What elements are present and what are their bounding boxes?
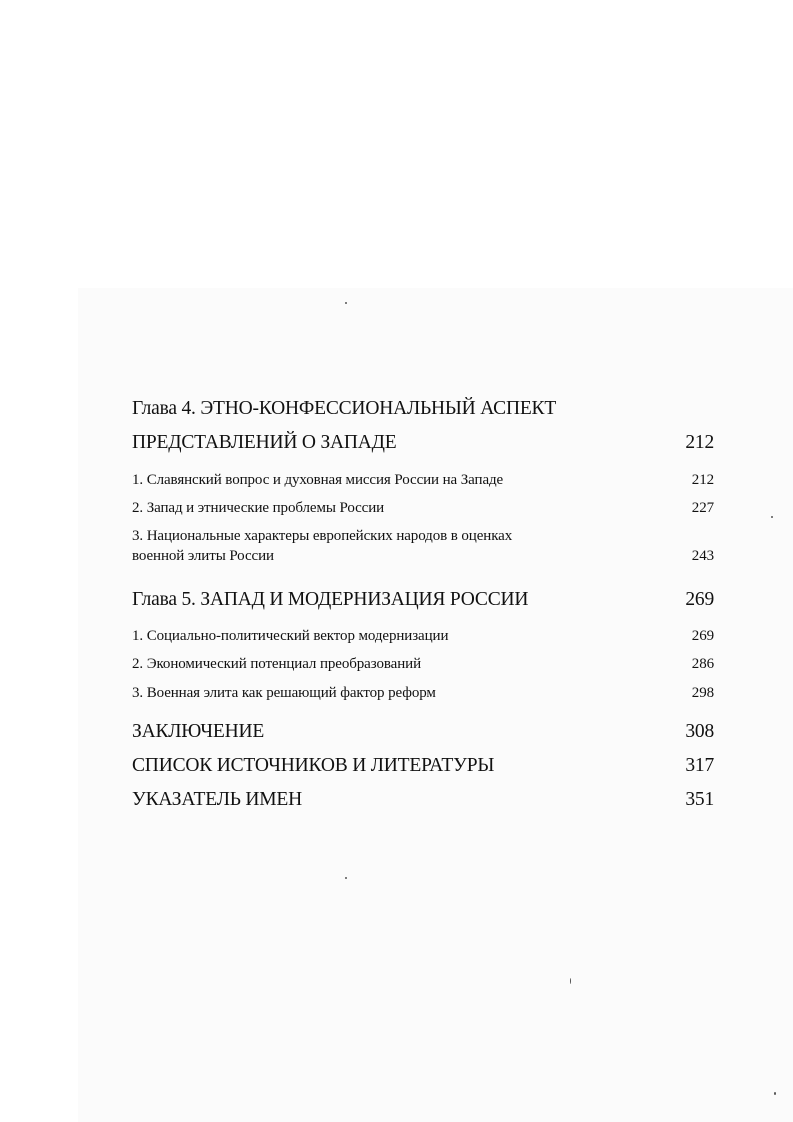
chapter-5-entry	[132, 589, 714, 613]
section-page: 269	[691, 628, 714, 644]
chapter-4-title: Глава 4. ЭТНО-КОНФЕССИОНАЛЬНЫЙ АСПЕКТ	[132, 398, 557, 419]
section-title: 1. Славянский вопрос и духовная миссия России на Западе	[132, 472, 504, 488]
scan-speck	[771, 516, 773, 518]
sources-page: 317	[685, 755, 714, 776]
section-5-1-entry	[132, 628, 714, 648]
chapter-4-title-continued: ПРЕДСТАВЛЕНИЙ О ЗАПАДЕ	[132, 432, 397, 453]
section-4-1-entry	[132, 472, 714, 492]
section-page: 212	[691, 472, 714, 488]
section-title-continued: военной элиты России	[132, 548, 274, 564]
section-page: 286	[691, 656, 714, 672]
section-5-2-entry	[132, 656, 714, 676]
scan-speck	[345, 877, 347, 879]
conclusion-page: 308	[685, 721, 714, 742]
section-title: 3. Военная элита как решающий фактор реформ	[132, 685, 436, 701]
section-title: 3. Национальные характеры европейских народов в оценках	[132, 528, 513, 544]
index-title: УКАЗАТЕЛЬ ИМЕН	[132, 789, 303, 810]
chapter-4-title-line-1	[132, 398, 714, 422]
scan-speck	[345, 302, 347, 304]
chapter-4-page: 212	[685, 432, 714, 453]
section-4-3-line-1	[132, 528, 714, 548]
section-page: 243	[691, 548, 714, 564]
index-entry	[132, 789, 714, 813]
sources-entry	[132, 755, 714, 779]
scan-speck	[774, 1092, 776, 1095]
conclusion-title: ЗАКЛЮЧЕНИЕ	[132, 721, 265, 742]
scan-speck	[570, 978, 571, 984]
conclusion-entry	[132, 721, 714, 745]
sources-title: СПИСОК ИСТОЧНИКОВ И ЛИТЕРАТУРЫ	[132, 755, 495, 776]
section-title: 2. Экономический потенциал преобразований	[132, 656, 422, 672]
section-4-2-entry	[132, 500, 714, 520]
index-page: 351	[685, 789, 714, 810]
section-5-3-entry	[132, 685, 714, 705]
section-page: 227	[691, 500, 714, 516]
section-page: 298	[691, 685, 714, 701]
chapter-5-title: Глава 5. ЗАПАД И МОДЕРНИЗАЦИЯ РОССИИ	[132, 589, 529, 610]
chapter-4-entry	[132, 432, 714, 456]
section-title: 2. Запад и этнические проблемы России	[132, 500, 385, 516]
section-4-3-entry	[132, 548, 714, 568]
chapter-5-page: 269	[685, 589, 714, 610]
section-title: 1. Социально-политический вектор модернизации	[132, 628, 449, 644]
